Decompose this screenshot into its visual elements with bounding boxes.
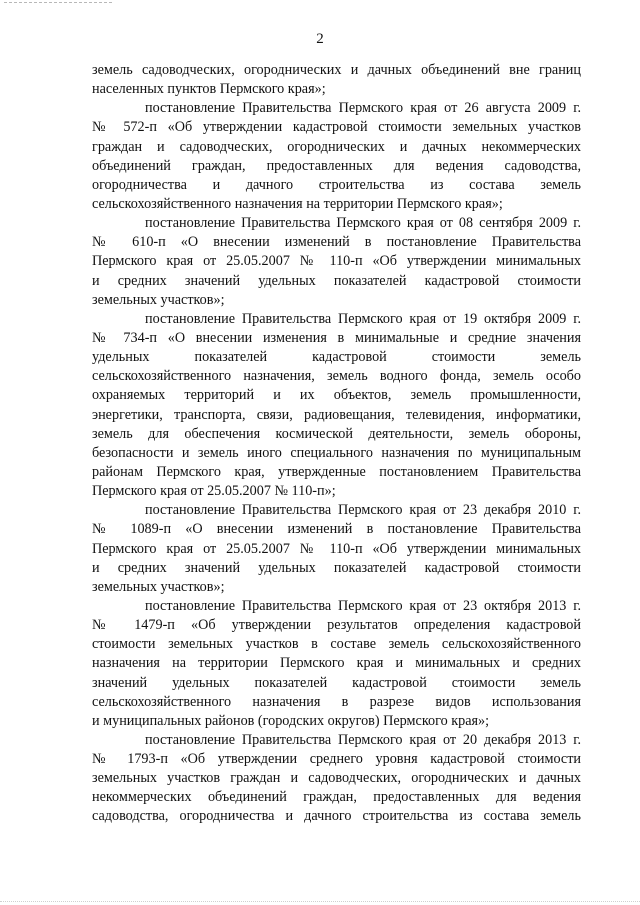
text-line: огородничества и дачного строительства из состава земель xyxy=(92,176,581,193)
text-line: постановление Правительства Пермского края от 26 августа 2009 г. xyxy=(145,100,581,117)
document-body-text xyxy=(92,61,581,827)
text-line: некоммерческих объединений граждан, предоставленных для ведения xyxy=(92,789,581,806)
text-line: назначения на территории Пермского края и минимальных и средних xyxy=(92,655,581,672)
text-line: постановление Правительства Пермского края от 08 сентября 2009 г. xyxy=(145,215,581,232)
text-line: энергетики, транспорта, связи, радиовещания, телевидения, информатики, xyxy=(92,406,581,423)
text-line: Пермского края от 25.05.2007 № 110-п»; xyxy=(92,483,336,500)
page-number: 2 xyxy=(316,31,324,47)
text-line: садоводства, огородничества и дачного строительства из состава земель xyxy=(92,808,581,825)
text-line: стоимости земельных участков в составе земель сельскохозяйственного xyxy=(92,636,581,653)
text-line: земельных участков»; xyxy=(92,578,225,595)
text-line: № 734-п «О внесении изменения в минимальные и средние значения xyxy=(92,329,581,346)
scan-edge-mark-bottom xyxy=(0,901,640,902)
text-line: охраняемых территорий и их объектов, земель промышленности, xyxy=(92,387,581,404)
text-line: Пермского края от 25.05.2007 № 110-п «Об утверждении минимальных xyxy=(92,253,581,270)
text-line: и муниципальных районов (городских округов) Пермского края»; xyxy=(92,712,490,729)
text-line: граждан и садоводческих, огороднических и дачных некоммерческих xyxy=(92,138,581,155)
text-line: районам Пермского края, утвержденные постановлением Правительства xyxy=(92,463,581,480)
text-line: земельных участков»; xyxy=(92,291,225,308)
text-line: и средних значений удельных показателей кадастровой стоимости xyxy=(92,272,581,289)
text-line: Пермского края от 25.05.2007 № 110-п «Об утверждении минимальных xyxy=(92,540,581,557)
text-line: сельскохозяйственного назначения на территории Пермского края»; xyxy=(92,195,503,212)
text-line: постановление Правительства Пермского края от 23 декабря 2010 г. xyxy=(145,502,581,519)
text-line: земель садоводческих, огороднических и дачных объединений вне границ xyxy=(92,62,581,78)
text-line: сельскохозяйственного назначения в разрезе видов использования xyxy=(92,693,581,710)
text-line: постановление Правительства Пермского края от 19 октября 2009 г. xyxy=(145,310,581,327)
text-line: сельскохозяйственного назначения, земель водного фонда, земель особо xyxy=(92,368,581,385)
text-line: удельных показателей кадастровой стоимости земель xyxy=(92,349,581,366)
scan-edge-mark-top xyxy=(4,2,112,3)
text-line: земельных участков граждан и садоводческих, огороднических и дачных xyxy=(92,770,581,787)
text-line: объединений граждан, предоставленных для ведения садоводства, xyxy=(92,157,581,174)
text-line: постановление Правительства Пермского края от 23 октября 2013 г. xyxy=(145,597,581,614)
text-line: № 1089-п «О внесении изменений в постановление Правительства xyxy=(92,521,581,538)
text-line: значений удельных показателей кадастровой стоимости земель xyxy=(92,674,581,691)
text-line: земель для обеспечения космической деятельности, земель обороны, xyxy=(92,425,581,442)
text-line: № 1479-п «Об утверждении результатов определения кадастровой xyxy=(92,617,581,634)
text-line: постановление Правительства Пермского края от 20 декабря 2013 г. xyxy=(145,731,581,748)
text-line: № 572-п «Об утверждении кадастровой стоимости земельных участков xyxy=(92,119,581,136)
text-line: № 1793-п «Об утверждении среднего уровня кадастровой стоимости xyxy=(92,751,581,768)
text-line: безопасности и земель иного специального назначения по муниципальным xyxy=(92,444,581,461)
text-line: № 610-п «О внесении изменений в постановление Правительства xyxy=(92,234,581,251)
text-line: населенных пунктов Пермского края»; xyxy=(92,81,326,98)
text-line: и средних значений удельных показателей кадастровой стоимости xyxy=(92,559,581,576)
